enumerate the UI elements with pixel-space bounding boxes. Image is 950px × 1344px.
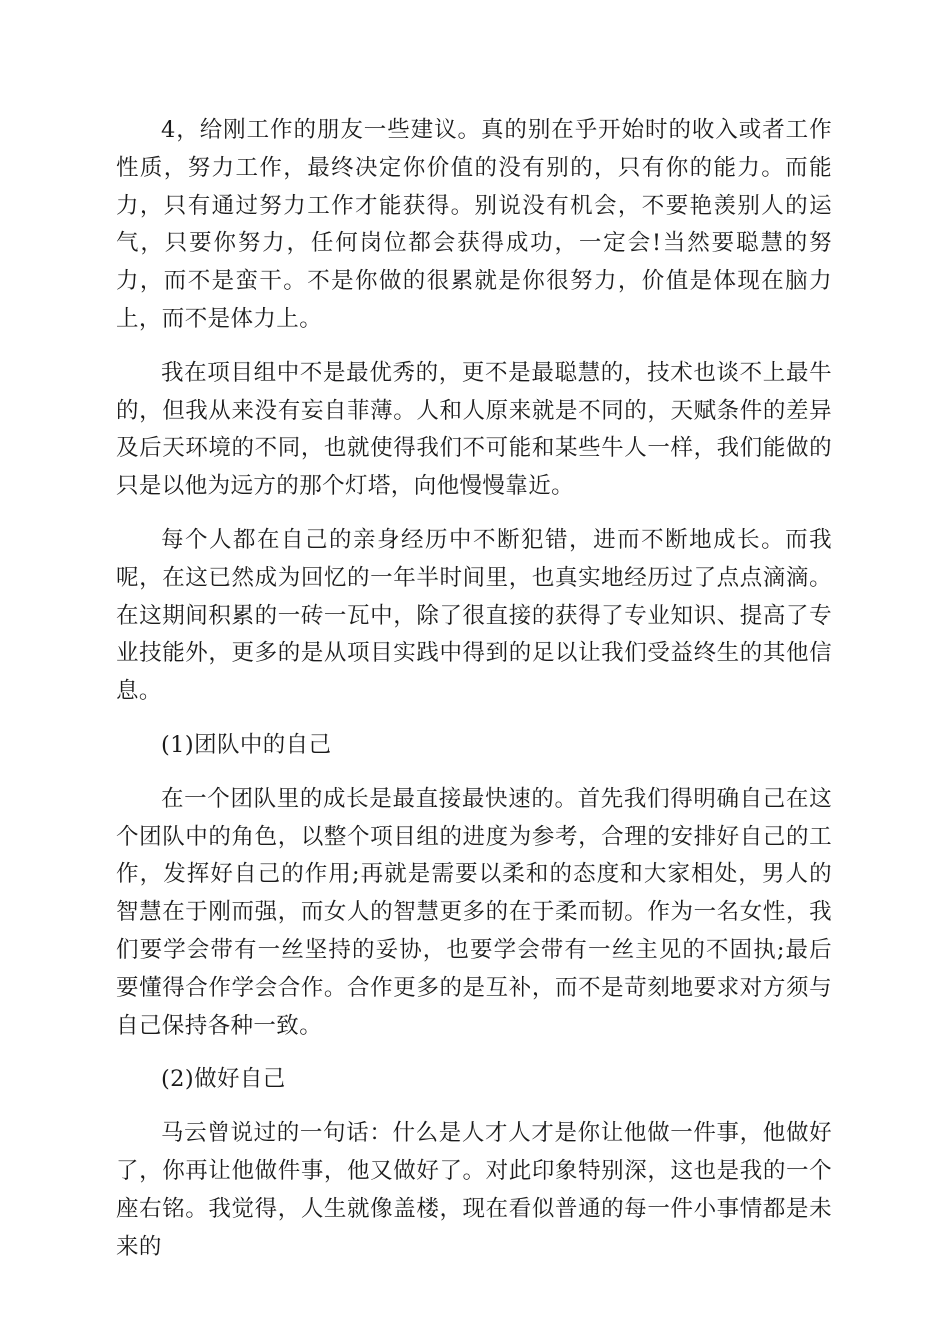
paragraph-growth: 每个人都在自己的亲身经历中不断犯错，进而不断地成长。而我呢，在这已然成为回忆的一年半时间里，也真实地经历过了点点滴滴。在这期间积累的一砖一瓦中，除了很直接的获得了专业知识、提高了专业技能外，更多的是从项目实践中得到的足以让我们受益终生的其他信息。 [116, 526, 832, 705]
paragraph-team-growth: 在一个团队里的成长是最直接最快速的。首先我们得明确自己在这个团队中的角色，以整个项目组的进度为参考，合理的安排好自己的工作，发挥好自己的作用;再就是需要以柔和的态度和大家相处，男人的智慧在于刚而强，而女人的智慧更多的在于柔而韧。作为一名女性，我们要学会带有一丝坚持的妥协，也要学会带有一丝主见的不固执;最后要懂得合作学会合作。合作更多的是互补，而不是苛刻地要求对方须与自己保持各种一致。 [116, 785, 832, 1039]
paragraph-advice: 4，给刚工作的朋友一些建议。真的别在乎开始时的收入或者工作性质，努力工作，最终决定你价值的没有别的，只有你的能力。而能力，只有通过努力工作才能获得。别说没有机会，不要艳羡别人的运气，只要你努力，任何岗位都会获得成功，一定会!当然要聪慧的努力，而不是蛮干。不是你做的很累就是你很努力，价值是体现在脑力上，而不是体力上。 [116, 117, 832, 332]
paragraph-jack-ma-quote: 马云曾说过的一句话：什么是人才人才是你让他做一件事，他做好了，你再让他做件事，他又做好了。对此印象特别深，这也是我的一个座右铭。我觉得，人生就像盖楼，现在看似普通的每一件小事情都是未来的 [116, 1120, 832, 1260]
section-heading-team-self: (1)团队中的自己 [161, 731, 332, 758]
section-heading-do-well: (2)做好自己 [161, 1066, 286, 1093]
paragraph-project-team: 我在项目组中不是最优秀的，更不是最聪慧的，技术也谈不上最牛的，但我从来没有妄自菲薄。人和人原来就是不同的，天赋条件的差异及后天环境的不同，也就使得我们不可能和某些牛人一样，我们能做的只是以他为远方的那个灯塔，向他慢慢靠近。 [116, 359, 832, 500]
document-body [116, 112, 832, 1282]
